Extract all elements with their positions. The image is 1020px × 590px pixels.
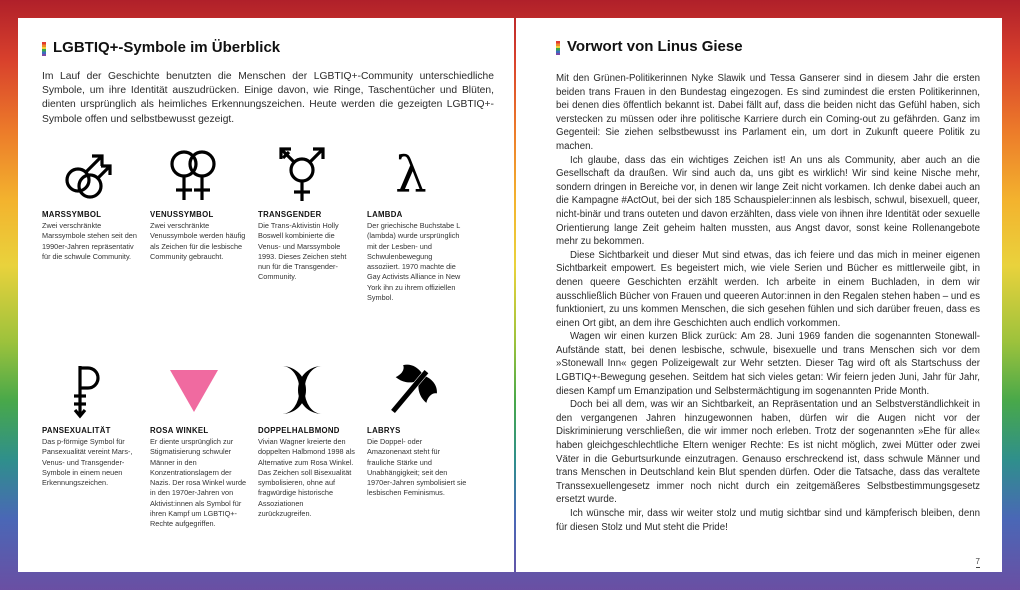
right-page	[516, 18, 1002, 572]
symbol-title: MARSSYMBOL	[42, 210, 102, 219]
symbol-description: Er diente ursprünglich zur Stigmatisierung schwuler Männer in den Konzentrationslagern der Nazis. Der rosa Winkel wurde in den 1970er-Jahren von Aktivist:innen als Symbol für ihren Kampf um LGBTIQ+-Rechte aufgegriffen.	[150, 437, 247, 529]
symbol-card-double-crescent	[258, 360, 358, 519]
symbol-card-mars	[42, 144, 142, 262]
pink-triangle-icon	[164, 360, 224, 420]
symbol-title: VENUSSYMBOL	[150, 210, 214, 219]
transgender-symbol-icon	[272, 144, 332, 204]
left-page	[18, 18, 514, 572]
symbol-title: LABRYS	[367, 426, 401, 435]
lambda-glyph: λ	[395, 146, 427, 204]
symbol-title: PANSEXUALITÄT	[42, 426, 111, 435]
symbol-description: Die Trans-Aktivistin Holly Boswell kombinierte die Venus- und Marssymbole 1993. Dieses Zeichen steht nun für die Transgender-Community.	[258, 221, 347, 282]
intro-text: Im Lauf der Geschichte benutzten die Menschen der LGBTIQ+-Community unterschiedliche Symbole, um ihre Identität auszudrücken. Einige davon, wie Ringe, Taschentücher und Blüten, dienten ursprünglich als heimliches Erkennungszeichen. Heute werden die gezeigten LGBTIQ+-Symbole offen und selbstbewusst gezeigt.	[42, 71, 494, 125]
symbol-description: Das p-förmige Symbol für Pansexualität vereint Mars-, Venus- und Transgender-Symbole in einem neuen Erkennungszeichen.	[42, 437, 133, 488]
symbol-description: Vivian Wagner kreierte den doppelten Halbmond 1998 als Alternative zum Rosa Winkel. Das Zeichen soll Bisexualität symbolisieren, ohne auf fragwürdige historische Assoziationen zurückzugreifen.	[258, 437, 355, 519]
rainbow-flag-icon	[42, 42, 46, 56]
symbol-card-pink-triangle	[150, 360, 250, 530]
symbol-description: Die Doppel- oder Amazonenaxt steht für frauliche Stärke und Unabhängigkeit; seit den 1970er-Jahren symbolisiert sie lesbischen Feminismus.	[367, 437, 467, 498]
symbol-card-lambda	[367, 144, 467, 303]
symbol-card-transgender	[258, 144, 358, 283]
venus-symbol-icon	[164, 144, 224, 204]
paragraph: Ich wünsche mir, dass wir weiter stolz und mutig sichtbar sind und kämpferisch bleiben, denn für diesen Stolz und Mut steht die Pride!	[556, 508, 980, 533]
page-title: Vorwort von Linus Giese	[567, 38, 743, 55]
paragraph: Ich glaube, dass das ein wichtiges Zeichen ist! An uns als Community, aber auch an die Gesellschaft da draußen. Wir sind auch da, uns gibt es wirklich! Wir sind keine Nische mehr, sondern dringen in Bereiche vor, in denen wir lange Zeit nicht vorkamen. Ich denke dabei auch an die Kampagne #ActOut, bei der sich 185 Schauspieler:innen als lesbisch, schwul, bisexuell, queer, nicht-binär und trans outeten und davon erzählten, dass viele von ihnen ihre Identität oder sexuelle Orientierung lange Zeit geheim halten mussten, aus Angst davor, sonst keine Rollenangebote mehr zu bekommen.	[556, 154, 980, 248]
symbol-card-pansexuality	[42, 360, 142, 488]
paragraph: Doch bei all dem, was wir an Sichtbarkeit, an Repräsentation und an Selbstverständlichkeit in den vergangenen Jahren hinzugewonnen haben, dürfen wir die Augen nicht vor der Diskriminierung verschließen, die wir immer noch erleben. Trotz der sogenannten »Ehe für alle« haben gleichgeschlechtliche Eltern weniger Rechte: Es ist nicht möglich, zwei Mütter oder zwei Väter in die Geburtsurkunde einzutragen. Genauso erschreckend ist, dass schwule Männer und trans Menschen in Deutschland kein Blut spenden dürfen. Oder die Tatsache, dass das veraltete Transsexuellengesetz immer noch nicht durch ein zeitgemäßeres Selbstbestimmungsgesetz ersetzt wurde.	[556, 399, 980, 506]
paragraph: Mit den Grünen-Politikerinnen Nyke Slawik und Tessa Ganserer sind in diesem Jahr die ersten beiden trans Frauen in den Bundestag eingezogen. Es sind zumindest die ersten Politikerinnen, bei denen dies öffentlich bekannt ist. Dabei fällt auf, dass die beiden nicht das Gefühl haben, sich verstecken zu müssen oder ihre politische Karriere durch ein Coming-out zu gefährden. Ganz im Gegenteil: Sie ziehen selbstbewusst ins Parlament ein, um dort in Zukunft queere Politik zu machen.	[556, 73, 980, 152]
pansexuality-symbol-icon	[56, 360, 116, 420]
page-number: 7	[975, 557, 980, 566]
symbol-title: ROSA WINKEL	[150, 426, 209, 435]
rainbow-flag-icon	[556, 41, 560, 55]
paragraph: Wagen wir einen kurzen Blick zurück: Am 28. Juni 1969 fanden die sogenannten Stonewall-Aufstände statt, bei denen lesbische, schwule, bisexuelle und trans Menschen sich vor dem »Stonewall Inn« gegen Polizeigewalt zur Wehr setzten. Dieser Tag wird oft als Startschuss der LGBTIQ+-Bewegung gesehen. Seitdem hat sich vieles getan: Wir feiern jeden Juni, Jahr für Jahr, diesen Kampf um Emanzipation und Selbstermächtigung im sogenannten Pride Month.	[556, 331, 980, 397]
symbol-description: Der griechische Buchstabe L (lambda) wurde ursprünglich mit der Lesben- und Schwulenbewegung assoziiert. 1970 machte die Gay Activists Alliance in New York ihn zu ihrem offiziellen Symbol.	[367, 221, 461, 303]
symbol-title: DOPPELHALBMOND	[258, 426, 340, 435]
labrys-icon	[381, 360, 441, 420]
symbol-card-venus	[150, 144, 250, 262]
symbol-card-labrys	[367, 360, 467, 499]
page-title: LGBTIQ+-Symbole im Überblick	[53, 39, 281, 56]
double-crescent-icon	[272, 360, 332, 420]
symbol-description: Zwei verschränkte Venussymbole werden häufig als Zeichen für die lesbische Community gebraucht.	[150, 221, 246, 261]
foreword-text	[556, 72, 980, 534]
symbol-title: LAMBDA	[367, 210, 403, 219]
mars-symbol-icon	[56, 144, 116, 204]
lambda-icon	[381, 144, 441, 204]
paragraph: Diese Sichtbarkeit und dieser Mut sind etwas, das ich feiere und das mich in meiner eigenen Sichtbarkeit empowert. Es begeistert mich, wie viele Serien und Bücher es mittlerweile gibt, in denen queere Geschichten erzählt werden. Ich arbeite in einem Buchladen, in dem wir ausschließlich Bücher von Frauen und queeren Autor:innen in den Regalen stehen haben – und es funktioniert, zu uns kommen Menschen, die sich gesehen fühlen und sich darüber freuen, dass es einen Ort gibt, an dem ihre Geschichten auch endlich vorkommen.	[556, 249, 980, 329]
symbol-title: TRANSGENDER	[258, 210, 322, 219]
symbol-description: Zwei verschränkte Marssymbole stehen seit den 1990er-Jahren repräsentativ für die schwule Community.	[42, 221, 137, 261]
